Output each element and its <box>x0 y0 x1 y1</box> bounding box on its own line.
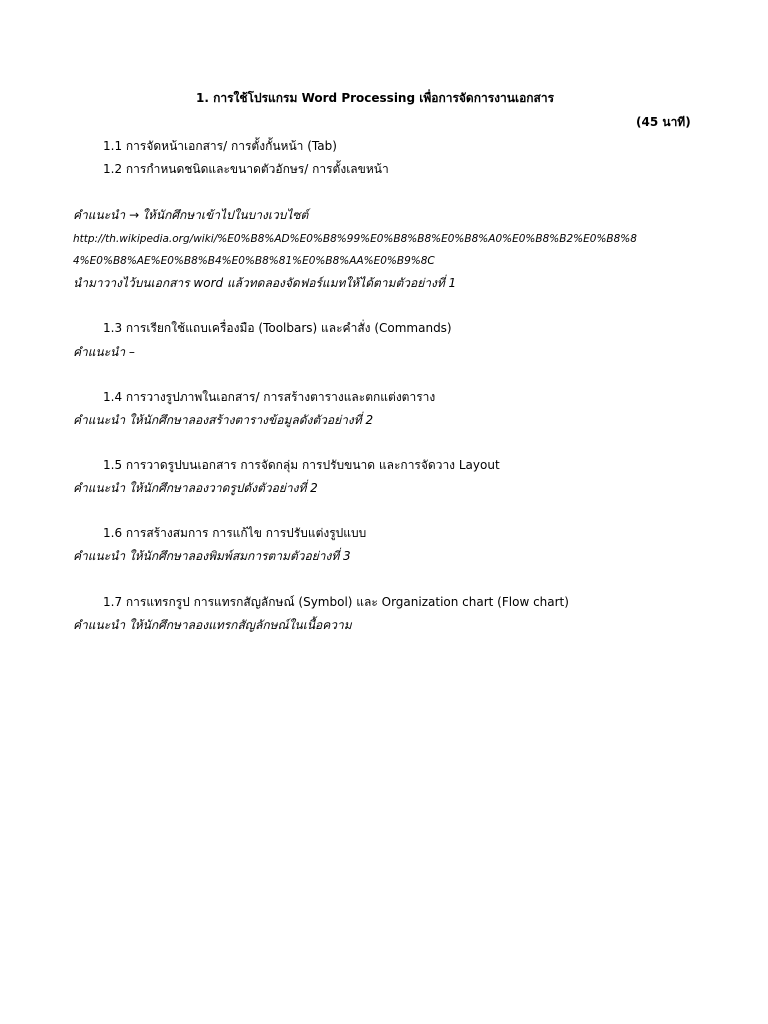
note-1-6: คำแนะนำ ให้นักศึกษาลองพิมพ์สมการตามตัวอย่างที่ 3 <box>73 549 351 563</box>
note-follow-up: นำมาวางไว้บนเอกสาร word แล้วทดลองจัดฟอร์แมทให้ได้ตามตัวอย่างที่ 1 <box>73 276 457 290</box>
note-instruction-1 <box>73 207 308 223</box>
note-text: ให้นักศึกษาเข้าไปในบางเวบไซต์ <box>142 208 309 222</box>
arrow-right-icon: → <box>129 208 140 222</box>
duration-label: (45 นาที) <box>636 115 691 129</box>
section-1-7: 1.7 การแทรกรูป การแทรกสัญลักษณ์ (Symbol) และ Organization chart (Flow chart) <box>103 595 569 609</box>
note-1-7: คำแนะนำ ให้นักศึกษาลองแทรกสัญลักษณ์ในเนื้อความ <box>73 618 352 632</box>
note-prefix: คำแนะนำ <box>73 208 126 222</box>
note-1-5: คำแนะนำ ให้นักศึกษาลองวาดรูปดังตัวอย่างที่ 2 <box>73 481 318 495</box>
document-title: 1. การใช้โปรแกรม Word Processing เพื่อการจัดการงานเอกสาร <box>196 91 555 105</box>
section-1-1: 1.1 การจัดหน้าเอกสาร/ การตั้งกั้นหน้า (Tab) <box>103 139 337 153</box>
section-1-2: 1.2 การกำหนดชนิดและขนาดตัวอักษร/ การตั้งเลขหน้า <box>103 162 389 176</box>
section-1-5: 1.5 การวาดรูปบนเอกสาร การจัดกลุ่ม การปรับขนาด และการจัดวาง Layout <box>103 458 500 472</box>
url-line-1: http://th.wikipedia.org/wiki/%E0%B8%AD%E0%B8%99%E0%B8%B8%E0%B8%A0%E0%B8%B2%E0%B8%8 <box>73 233 637 245</box>
url-line-2: 4%E0%B8%AE%E0%B8%B4%E0%B8%81%E0%B8%AA%E0%B9%8C <box>73 255 435 267</box>
note-1-3: คำแนะนำ – <box>73 345 135 359</box>
section-1-6: 1.6 การสร้างสมการ การแก้ไข การปรับแต่งรูปแบบ <box>103 526 367 540</box>
section-1-4: 1.4 การวางรูปภาพในเอกสาร/ การสร้างตารางและตกแต่งตาราง <box>103 390 436 404</box>
section-1-3: 1.3 การเรียกใช้แถบเครื่องมือ (Toolbars) และคำสั่ง (Commands) <box>103 321 452 335</box>
note-1-4: คำแนะนำ ให้นักศึกษาลองสร้างตารางข้อมูลดังตัวอย่างที่ 2 <box>73 413 374 427</box>
